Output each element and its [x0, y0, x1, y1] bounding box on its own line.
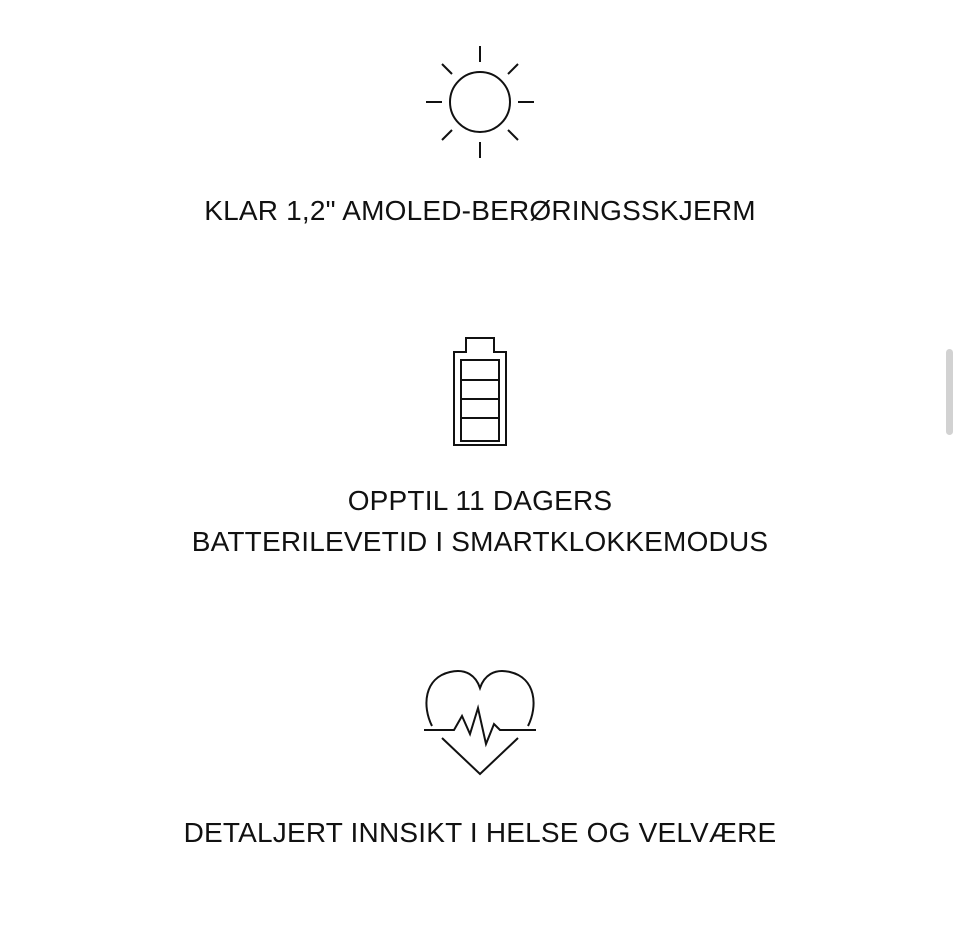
feature-display-text: [0, 190, 960, 231]
feature-battery-line-2: BATTERILEVETID I SMARTKLOKKEMODUS: [191, 526, 769, 557]
feature-battery-line-1: OPPTIL 11 DAGERS: [347, 485, 613, 516]
feature-health-text: [0, 812, 960, 853]
heart-rate-icon: [422, 666, 538, 780]
battery-icon: [450, 335, 510, 449]
scrollbar-thumb[interactable]: [946, 349, 953, 435]
sun-icon: [424, 44, 536, 160]
feature-display-line: KLAR 1,2" AMOLED-BERØRINGSSKJERM: [204, 195, 756, 226]
feature-health-line: DETALJERT INNSIKT I HELSE OG VELVÆRE: [183, 817, 777, 848]
feature-battery-text: [0, 480, 960, 562]
